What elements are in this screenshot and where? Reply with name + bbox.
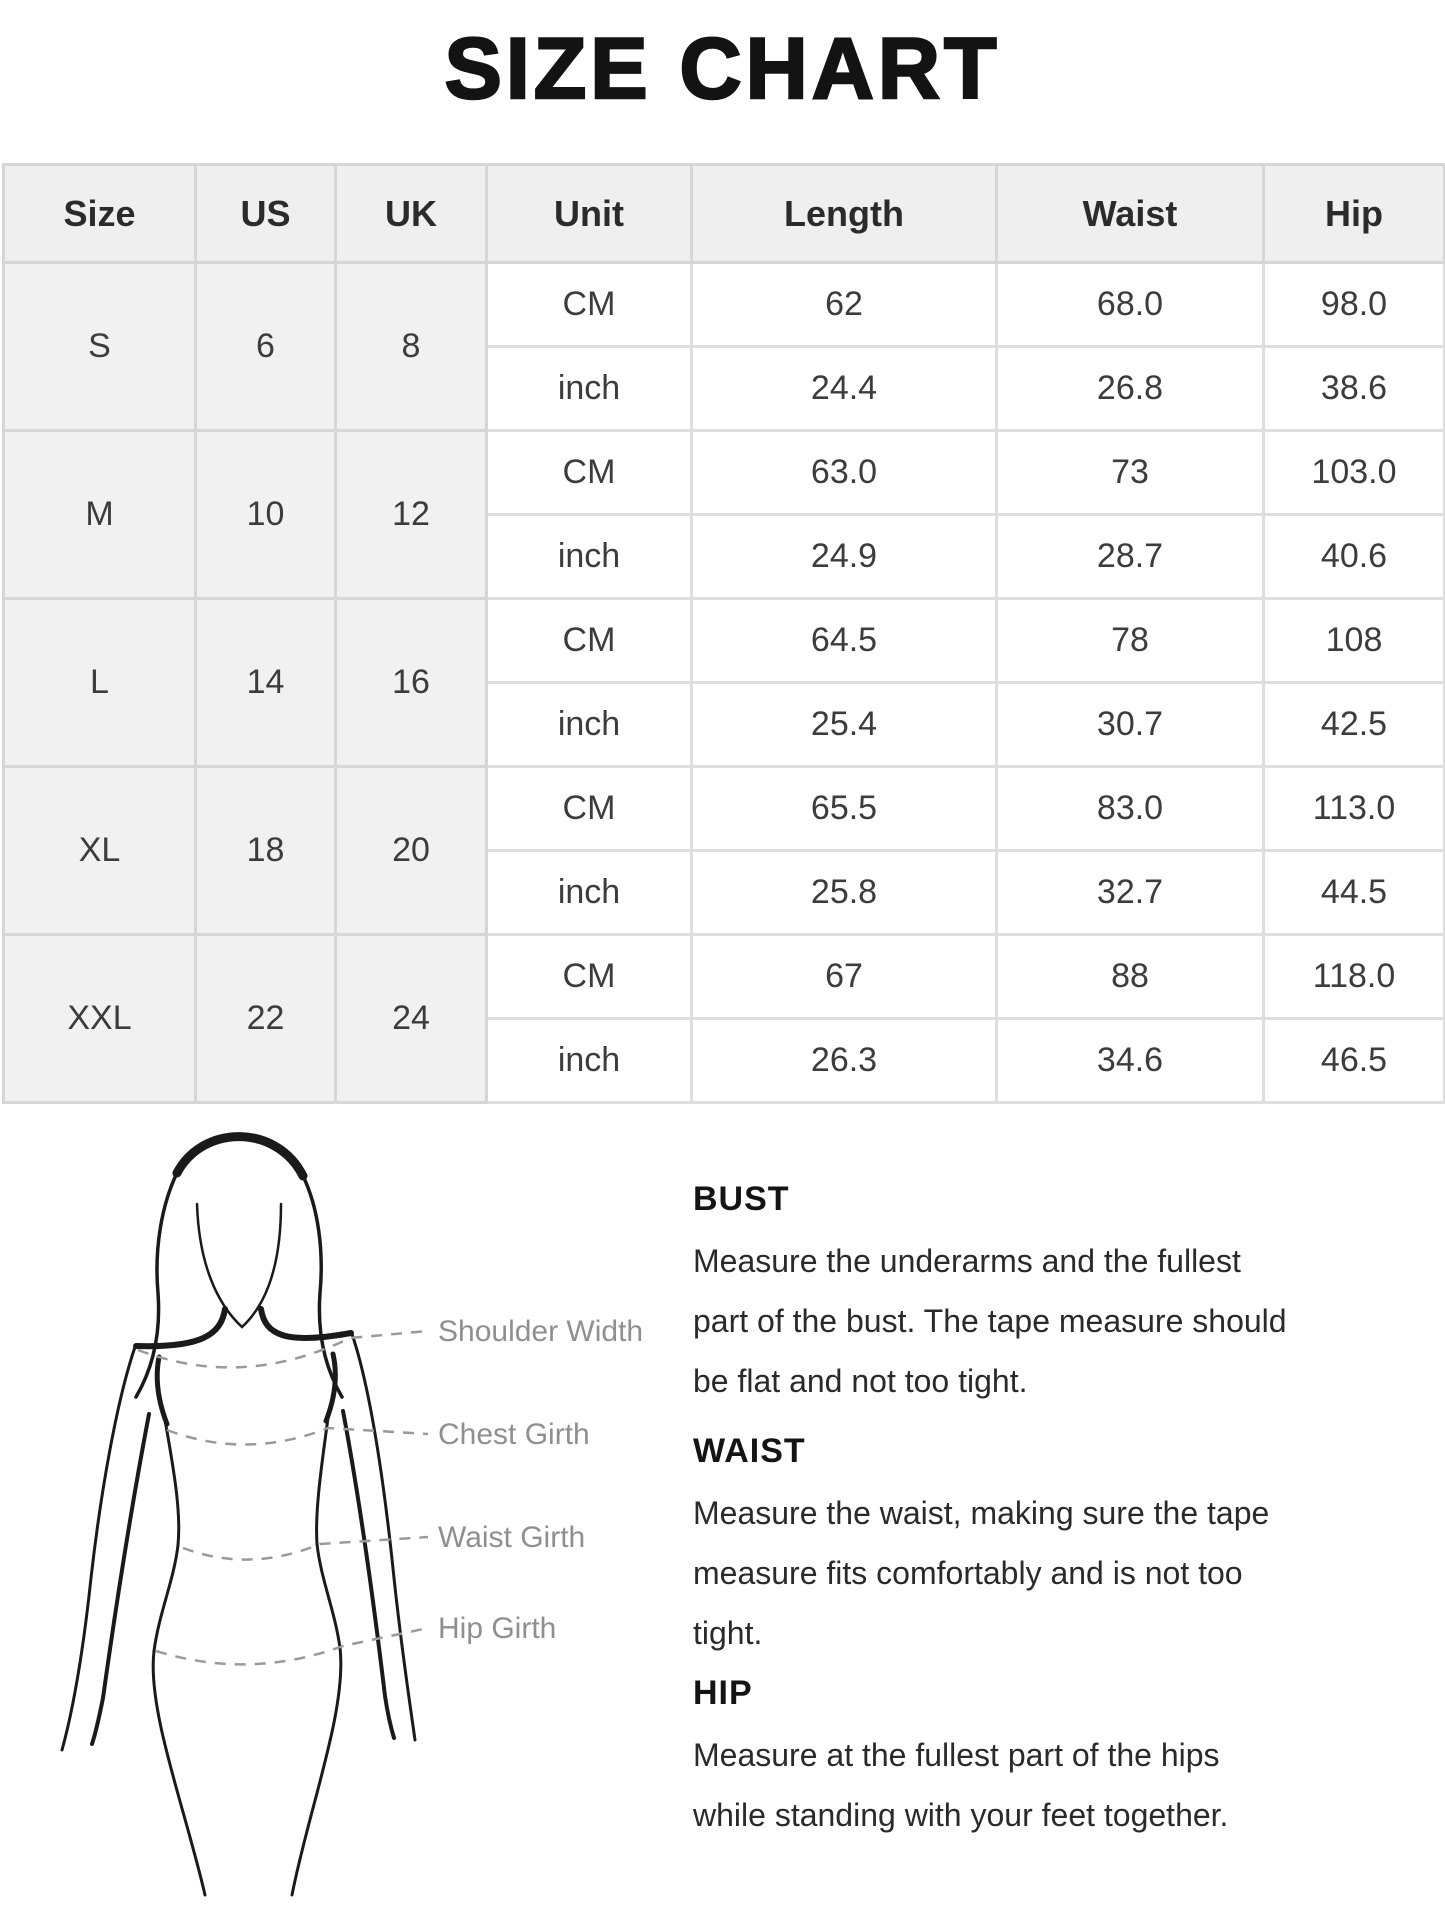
cell-length: 62 <box>692 263 997 347</box>
cell-uk: 24 <box>336 935 487 1103</box>
bust-instructions <box>693 1180 1393 1411</box>
hip-instructions <box>693 1674 1393 1845</box>
cell-size: XL <box>4 767 196 935</box>
body-outline-lines <box>62 1137 415 1895</box>
bust-text-line: Measure the underarms and the fullest <box>693 1243 1241 1279</box>
cell-hip: 40.6 <box>1264 515 1445 599</box>
cell-uk: 12 <box>336 431 487 599</box>
col-header-length: Length <box>692 165 997 263</box>
waist-text-line: measure fits comfortably and is not too <box>693 1555 1243 1591</box>
waist-girth-label: Waist Girth <box>438 1521 586 1554</box>
page-title: SIZE CHART <box>444 21 1001 117</box>
cell-hip: 103.0 <box>1264 431 1445 515</box>
cell-waist: 32.7 <box>997 851 1264 935</box>
bust-heading: BUST <box>693 1180 790 1218</box>
cell-hip: 98.0 <box>1264 263 1445 347</box>
table-row <box>4 767 1445 851</box>
cell-unit: inch <box>487 515 692 599</box>
cell-unit: CM <box>487 431 692 515</box>
cell-waist: 73 <box>997 431 1264 515</box>
cell-us: 14 <box>196 599 336 767</box>
cell-hip: 38.6 <box>1264 347 1445 431</box>
hip-text-line: Measure at the fullest part of the hips <box>693 1737 1220 1773</box>
cell-waist: 78 <box>997 599 1264 683</box>
hip-text <box>693 1725 1393 1845</box>
cell-length: 24.9 <box>692 515 997 599</box>
col-header-uk: UK <box>336 165 487 263</box>
cell-size: XXL <box>4 935 196 1103</box>
chest-girth-line <box>167 1428 428 1445</box>
waist-instructions <box>693 1432 1393 1663</box>
measurement-labels <box>438 1315 643 1645</box>
table-row <box>4 935 1445 1019</box>
cell-size: L <box>4 599 196 767</box>
cell-unit: CM <box>487 263 692 347</box>
cell-hip: 46.5 <box>1264 1019 1445 1103</box>
cell-hip: 42.5 <box>1264 683 1445 767</box>
cell-uk: 16 <box>336 599 487 767</box>
measurement-figure <box>25 1108 665 1918</box>
table-row <box>4 431 1445 515</box>
cell-unit: inch <box>487 683 692 767</box>
col-header-unit: Unit <box>487 165 692 263</box>
table-row <box>4 599 1445 683</box>
cell-uk: 8 <box>336 263 487 431</box>
cell-waist: 30.7 <box>997 683 1264 767</box>
cell-size: M <box>4 431 196 599</box>
cell-hip: 108 <box>1264 599 1445 683</box>
cell-unit: inch <box>487 851 692 935</box>
cell-length: 64.5 <box>692 599 997 683</box>
cell-unit: CM <box>487 935 692 1019</box>
col-header-hip: Hip <box>1264 165 1445 263</box>
waist-heading: WAIST <box>693 1432 806 1470</box>
chest-girth-label: Chest Girth <box>438 1418 590 1451</box>
cell-length: 25.8 <box>692 851 997 935</box>
col-header-us: US <box>196 165 336 263</box>
cell-length: 63.0 <box>692 431 997 515</box>
cell-waist: 26.8 <box>997 347 1264 431</box>
bust-text <box>693 1231 1393 1411</box>
cell-size: S <box>4 263 196 431</box>
hip-heading: HIP <box>693 1674 753 1712</box>
cell-length: 67 <box>692 935 997 1019</box>
cell-hip: 44.5 <box>1264 851 1445 935</box>
cell-waist: 83.0 <box>997 767 1264 851</box>
cell-length: 26.3 <box>692 1019 997 1103</box>
cell-hip: 118.0 <box>1264 935 1445 1019</box>
cell-us: 22 <box>196 935 336 1103</box>
cell-hip: 113.0 <box>1264 767 1445 851</box>
waist-text <box>693 1483 1393 1663</box>
cell-us: 10 <box>196 431 336 599</box>
cell-length: 24.4 <box>692 347 997 431</box>
table-row <box>4 263 1445 347</box>
cell-unit: CM <box>487 599 692 683</box>
cell-length: 65.5 <box>692 767 997 851</box>
cell-waist: 88 <box>997 935 1264 1019</box>
bust-text-line: part of the bust. The tape measure should <box>693 1303 1287 1339</box>
cell-us: 18 <box>196 767 336 935</box>
cell-unit: CM <box>487 767 692 851</box>
col-header-size: Size <box>4 165 196 263</box>
cell-us: 6 <box>196 263 336 431</box>
cell-waist: 28.7 <box>997 515 1264 599</box>
cell-waist: 68.0 <box>997 263 1264 347</box>
hip-girth-line <box>156 1628 428 1664</box>
cell-unit: inch <box>487 1019 692 1103</box>
size-chart-table <box>2 163 1445 1104</box>
cell-uk: 20 <box>336 767 487 935</box>
cell-unit: inch <box>487 347 692 431</box>
cell-waist: 34.6 <box>997 1019 1264 1103</box>
cell-length: 25.4 <box>692 683 997 767</box>
shoulder-width-label: Shoulder Width <box>438 1315 644 1348</box>
waist-text-line: Measure the waist, making sure the tape <box>693 1495 1270 1531</box>
size-table-body <box>4 263 1445 1103</box>
waist-text-line: tight. <box>693 1615 763 1651</box>
hip-girth-label: Hip Girth <box>438 1612 557 1645</box>
body-outline-illustration <box>25 1108 665 1918</box>
hip-text-line: while standing with your feet together. <box>693 1797 1229 1833</box>
size-table-header <box>4 165 1445 263</box>
col-header-waist: Waist <box>997 165 1264 263</box>
bust-text-line: be flat and not too tight. <box>693 1363 1028 1399</box>
